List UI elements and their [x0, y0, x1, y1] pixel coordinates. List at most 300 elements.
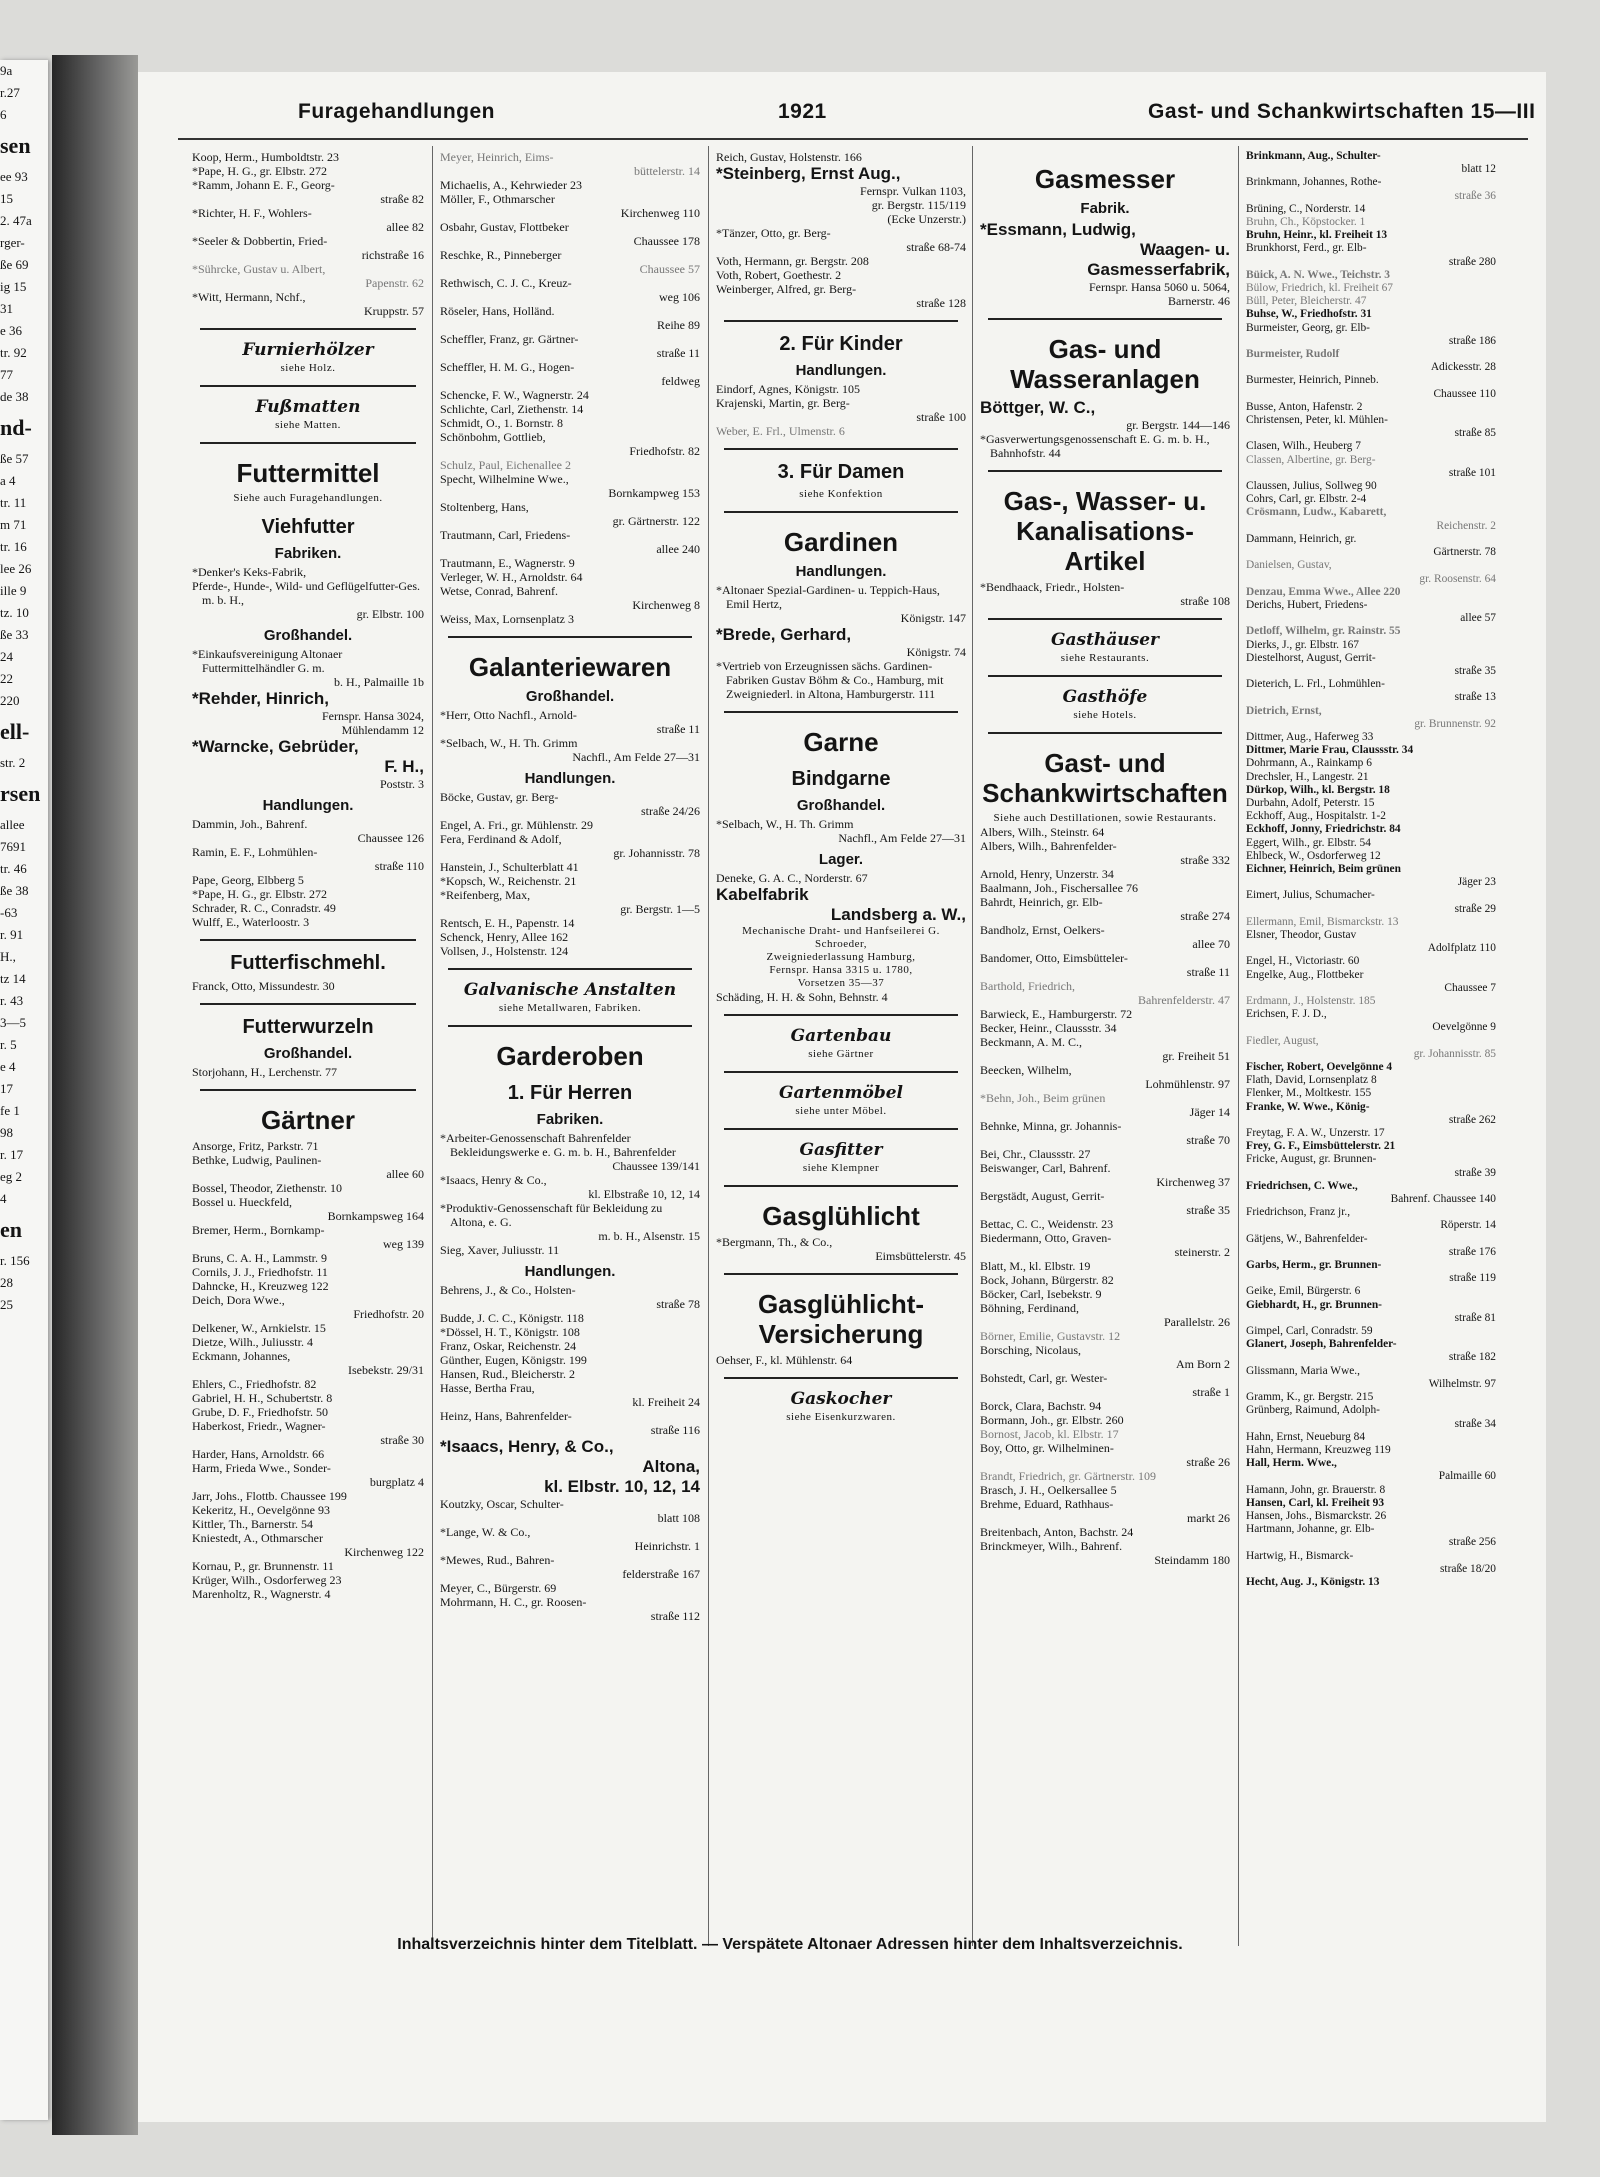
category-label: Fabriken.: [536, 1111, 604, 1128]
previous-page-fragment: ße 38: [0, 883, 29, 898]
entry-continuation: Chaussee 110: [1433, 387, 1496, 400]
entry-line: Vollsen, J., Holstenstr. 124: [440, 944, 569, 958]
entry-line: Barwieck, E., Hamburgerstr. 72: [980, 1007, 1133, 1021]
entry-line: Bossel, Theodor, Ziethenstr. 10: [192, 1181, 342, 1195]
entry-continuation: blatt 12: [1461, 163, 1496, 176]
entry-continuation: büttelerstr. 14: [634, 164, 700, 178]
entry-line: Brandt, Friedrich, gr. Gärtnerstr. 109: [980, 1469, 1156, 1483]
previous-page-fragment: 24: [0, 649, 13, 664]
section-rule: [724, 320, 958, 322]
entry-line: Burmester, Heinrich, Pinneb.: [1246, 374, 1379, 387]
previous-page-fragment: lee 26: [0, 561, 32, 576]
previous-page-fragment: 15: [0, 191, 13, 206]
entry-line: *Isaacs, Henry & Co.,: [440, 1173, 547, 1187]
entry-line: Behnke, Minna, gr. Johannis-: [980, 1119, 1122, 1133]
previous-page-fragment: a 4: [0, 473, 16, 488]
entry-continuation: Fernspr. Hansa 3024,: [322, 709, 424, 723]
category-label: Handlungen.: [524, 1263, 616, 1280]
entry-line: Budde, J. C. C., Königstr. 118: [440, 1311, 584, 1325]
entry-continuation: feldweg: [661, 374, 700, 388]
section-heading: Gärtner: [261, 1105, 355, 1135]
entry-line: Eimert, Julius, Schumacher-: [1246, 889, 1375, 902]
cross-reference: siehe Holz.: [280, 362, 336, 374]
advertisement-line: Altona,: [642, 1457, 700, 1476]
entry-continuation: Barnerstr. 46: [1168, 294, 1230, 308]
entry-line: Schäding, H. H. & Sohn, Behnstr. 4: [716, 990, 888, 1004]
advertisement-name: *Rehder, Hinrich,: [192, 689, 329, 708]
entry-line: Blatt, M., kl. Elbstr. 19: [980, 1259, 1091, 1273]
cross-reference: siehe Klempner: [802, 1162, 880, 1174]
entry-line: Dürkop, Wilh., kl. Bergstr. 18: [1246, 783, 1390, 796]
previous-page-fragment: r. 156: [0, 1253, 30, 1268]
entry-line: Frey, G. F., Eimsbüttelerstr. 21: [1246, 1140, 1396, 1153]
previous-page-fragment: tr. 16: [0, 539, 27, 554]
entry-line: Franck, Otto, Missundestr. 30: [192, 979, 335, 993]
entry-line: *Arbeiter-Genossenschaft Bahrenfelder Bekleidungswerke e. G. m. b. H., Bahrenfelder: [440, 1131, 676, 1159]
section-heading: Gas- und Wasseranlagen: [1010, 334, 1200, 394]
fraktur-heading: Galvanische Anstalten: [463, 980, 677, 1000]
subsection-heading: 2. Für Kinder: [779, 333, 903, 355]
entry-line: Eckhoff, Jonny, Friedrichstr. 84: [1246, 823, 1401, 836]
previous-page-fragment: ße 69: [0, 257, 29, 272]
entry-continuation: Kirchenweg 122: [344, 1545, 424, 1559]
entry-line: Bülow, Friedrich, kl. Freiheit 67: [1246, 282, 1394, 295]
entry-continuation: Bornkampsweg 164: [327, 1209, 424, 1223]
entry-continuation: straße 30: [380, 1433, 424, 1447]
advertisement-name: *Brede, Gerhard,: [716, 625, 852, 644]
column-5: [1246, 150, 1496, 1589]
advertisement-name: Böttger, W. C.,: [980, 398, 1096, 417]
entry-line: *Mewes, Rud., Bahren-: [440, 1553, 555, 1567]
entry-line: Engel, A. Fri., gr. Mühlenstr. 29: [440, 818, 593, 832]
entry-line: Hansen, Rud., Bleicherstr. 2: [440, 1367, 575, 1381]
previous-page-fragment: tr. 11: [0, 495, 27, 510]
entry-line: *Richter, H. F., Wohlers-: [192, 206, 312, 220]
entry-continuation: straße 101: [1448, 466, 1496, 479]
column-1: [192, 150, 424, 1601]
entry-continuation: gr. Johannisstr. 78: [613, 846, 700, 860]
entry-line: Ramin, E. F., Lohmühlen-: [192, 845, 318, 859]
subsection-heading: Futterwurzeln: [242, 1016, 374, 1038]
entry-line: *Behn, Joh., Beim grünen: [980, 1091, 1106, 1105]
fraktur-heading: Gartenmöbel: [778, 1083, 903, 1103]
entry-line: Rentsch, E. H., Papenstr. 14: [440, 916, 575, 930]
entry-continuation: gr. Elbstr. 100: [356, 607, 424, 621]
fraktur-heading: Gasthöfe: [1062, 687, 1148, 707]
entry-continuation: (Ecke Unzerstr.): [887, 212, 966, 226]
entry-line: Ehlers, C., Friedhofstr. 82: [192, 1377, 317, 1391]
entry-line: Storjohann, H., Lerchenstr. 77: [192, 1065, 337, 1079]
entry-line: Burmeister, Rudolf: [1246, 348, 1340, 361]
entry-line: Engel, H., Victoriastr. 60: [1246, 955, 1360, 968]
entry-line: Bossel u. Hueckfeld,: [192, 1195, 292, 1209]
entry-continuation: straße 36: [1454, 189, 1496, 202]
entry-continuation: Chaussee 57: [639, 262, 700, 276]
entry-line: Biedermann, Otto, Graven-: [980, 1231, 1112, 1245]
entry-line: Dieterich, L. Frl., Lohmühlen-: [1246, 678, 1385, 691]
cross-reference: siehe unter Möbel.: [795, 1105, 887, 1117]
category-label: Großhandel.: [525, 688, 615, 705]
previous-page-fragment: r. 5: [0, 1037, 17, 1052]
entry-continuation: straße 11: [656, 346, 700, 360]
entry-line: Fiedler, August,: [1246, 1034, 1319, 1047]
entry-line: *Seeler & Dobbertin, Fried-: [192, 234, 328, 248]
entry-line: Hall, Herm. Wwe.,: [1246, 1457, 1337, 1470]
previous-page-fragment: ell-: [0, 719, 30, 744]
entry-continuation: Kirchenweg 8: [632, 598, 700, 612]
section-heading: Gast- und Schankwirtschaften: [982, 748, 1228, 808]
previous-page-fragment: tr. 92: [0, 345, 27, 360]
previous-page-fragment: eg 2: [0, 1169, 23, 1184]
entry-line: Hamann, John, gr. Brauerstr. 8: [1246, 1483, 1386, 1496]
cross-reference: Mechanische Draht- und Hanfseilerei G. Schroeder,: [742, 925, 940, 950]
entry-line: Schenck, Henry, Allee 162: [440, 930, 569, 944]
section-rule: [724, 1071, 958, 1073]
entry-continuation: allee 57: [1460, 612, 1496, 625]
category-label: Handlungen.: [262, 797, 354, 814]
advertisement-line: kl. Elbstr. 10, 12, 14: [544, 1477, 700, 1496]
category-label: Großhandel.: [263, 627, 353, 644]
entry-line: Albers, Wilh., Steinstr. 64: [980, 825, 1105, 839]
previous-page-fragment: rsen: [0, 781, 41, 806]
entry-line: Krüger, Wilh., Osdorferweg 23: [192, 1573, 342, 1587]
entry-line: *Bendhaack, Friedr., Holsten-: [980, 580, 1125, 594]
page-header: [138, 100, 1546, 140]
entry-line: Sieg, Xaver, Juliusstr. 11: [440, 1243, 560, 1257]
previous-page-fragment: 22: [0, 671, 13, 686]
entry-continuation: straße 119: [1449, 1272, 1496, 1285]
entry-line: Schencke, F. W., Wagnerstr. 24: [440, 388, 589, 402]
entry-continuation: kl. Freiheit 24: [632, 1395, 700, 1409]
entry-line: Bandholz, Ernst, Oelkers-: [980, 923, 1105, 937]
previous-page-fragment: rger-: [0, 235, 25, 250]
entry-line: Eckmann, Johannes,: [192, 1349, 291, 1363]
entry-line: *Lange, W. & Co.,: [440, 1525, 531, 1539]
category-label: Fabriken.: [274, 545, 342, 562]
section-heading: Gasmesser: [1034, 164, 1176, 194]
section-rule: [724, 511, 958, 513]
section-rule: [724, 1014, 958, 1016]
previous-page-fragment: tz. 10: [0, 605, 29, 620]
entry-line: *Selbach, W., H. Th. Grimm: [440, 736, 578, 750]
entry-continuation: straße 256: [1448, 1536, 1496, 1549]
entry-line: Weinberger, Alfred, gr. Berg-: [716, 282, 857, 296]
cross-reference: siehe Metallwaren, Fabriken.: [498, 1002, 642, 1014]
entry-line: Büick, A. N. Wwe., Teichstr. 3: [1246, 268, 1390, 281]
entry-line: Oehser, F., kl. Mühlenstr. 64: [716, 1353, 853, 1367]
entry-line: Harder, Hans, Arnoldstr. 66: [192, 1447, 325, 1461]
entry-line: Kornau, P., gr. Brunnenstr. 11: [192, 1559, 334, 1573]
entry-continuation: Mühlendamm 12: [341, 723, 424, 737]
entry-line: Gramm, K., gr. Bergstr. 215: [1246, 1391, 1374, 1404]
entry-line: Koutzky, Oscar, Schulter-: [440, 1497, 564, 1511]
entry-line: Scheffler, Franz, gr. Gärtner-: [440, 332, 579, 346]
entry-continuation: Bahrenfelderstr. 47: [1138, 993, 1230, 1007]
entry-line: *Sührcke, Gustav u. Albert,: [192, 262, 326, 276]
entry-line: Cohrs, Carl, gr. Elbstr. 2-4: [1246, 493, 1367, 506]
previous-page-fragment: 28: [0, 1275, 13, 1290]
entry-continuation: gr. Johannisstr. 85: [1413, 1047, 1496, 1060]
entry-line: Hecht, Aug. J., Königstr. 13: [1246, 1575, 1380, 1588]
entry-line: Eichner, Heinrich, Beim grünen: [1246, 862, 1401, 875]
entry-line: Pape, Georg, Elbberg 5: [192, 873, 304, 887]
fraktur-heading: Gaskocher: [790, 1389, 892, 1409]
entry-line: Dietze, Wilh., Juliusstr. 4: [192, 1335, 313, 1349]
entry-continuation: felderstraße 167: [622, 1567, 700, 1581]
section-heading: Gasglühlicht: [762, 1201, 920, 1231]
previous-page-fragment: 220: [0, 693, 20, 708]
entry-line: Hahn, Ernst, Neueburg 84: [1246, 1430, 1366, 1443]
entry-line: Dietrich, Ernst,: [1246, 704, 1322, 717]
entry-line: Cornils, J. J., Friedhofstr. 11: [192, 1265, 328, 1279]
cross-reference: Zweigniederlassung Hamburg,: [766, 951, 916, 963]
entry-line: Bormann, Joh., gr. Elbstr. 260: [980, 1413, 1124, 1427]
entry-line: Trautmann, E., Wagnerstr. 9: [440, 556, 575, 570]
entry-line: Denzau, Emma Wwe., Allee 220: [1246, 585, 1401, 598]
section-rule: [988, 675, 1222, 677]
entry-continuation: markt 26: [1187, 1511, 1230, 1525]
entry-line: Fricke, August, gr. Brunnen-: [1246, 1153, 1377, 1166]
section-rule: [448, 968, 692, 970]
section-rule: [988, 318, 1222, 320]
entry-line: *Gasverwertungsgenossenschaft E. G. m. b. H., Bahnhofstr. 44: [980, 432, 1210, 460]
entry-continuation: Reichenstr. 2: [1436, 519, 1496, 532]
section-rule: [988, 618, 1222, 620]
previous-page-fragment: r. 17: [0, 1147, 24, 1162]
entry-continuation: Nachfl., Am Felde 27—31: [572, 750, 700, 764]
cross-reference: Siehe auch Destillationen, sowie Restaurants.: [993, 812, 1217, 824]
entry-line: Ehlbeck, W., Osdorferweg 12: [1246, 849, 1381, 862]
column-4: [980, 150, 1230, 1567]
advertisement-name: *Isaacs, Henry, & Co.,: [440, 1437, 614, 1456]
entry-continuation: straße 176: [1448, 1245, 1496, 1258]
entry-line: Derichs, Hubert, Friedens-: [1246, 598, 1368, 611]
entry-line: Durbahn, Adolf, Peterstr. 15: [1246, 796, 1375, 809]
entry-line: Böcke, Gustav, gr. Berg-: [440, 790, 559, 804]
entry-continuation: straße 186: [1448, 334, 1496, 347]
section-rule: [724, 711, 958, 713]
entry-continuation: weg 139: [383, 1237, 424, 1251]
entry-continuation: Wilhelmstr. 97: [1428, 1377, 1496, 1390]
cross-reference: Fernspr. Hansa 3315 u. 1780,: [769, 964, 913, 976]
entry-line: Kniestedt, A., Othmarscher: [192, 1531, 323, 1545]
section-rule: [724, 1128, 958, 1130]
fraktur-heading: Gasfitter: [799, 1140, 883, 1160]
entry-line: Osbahr, Gustav, Flottbeker: [440, 220, 569, 234]
entry-continuation: straße 35: [1454, 664, 1496, 677]
entry-continuation: straße 128: [916, 296, 966, 310]
entry-continuation: straße 26: [1186, 1455, 1230, 1469]
entry-line: Scheffler, H. M. G., Hogen-: [440, 360, 575, 374]
entry-line: Röseler, Hans, Holländ.: [440, 304, 555, 318]
category-label: Handlungen.: [795, 362, 887, 379]
section-rule: [200, 328, 416, 330]
entry-line: Kekeritz, H., Oevelgönne 93: [192, 1503, 330, 1517]
entry-line: Friedrichson, Franz jr.,: [1246, 1206, 1351, 1219]
previous-page-fragment: 3—5: [0, 1015, 26, 1030]
entry-line: Gabriel, H. H., Schubertstr. 8: [192, 1391, 333, 1405]
entry-continuation: Lohmühlenstr. 97: [1145, 1077, 1230, 1091]
entry-line: Brunkhorst, Ferd., gr. Elb-: [1246, 242, 1367, 255]
previous-page-fragment: ße 57: [0, 451, 29, 466]
entry-line: Flenker, M., Moltkestr. 155: [1246, 1087, 1372, 1100]
entry-line: Bethke, Ludwig, Paulinen-: [192, 1153, 322, 1167]
entry-line: Deneke, G. A. C., Norderstr. 67: [716, 871, 868, 885]
previous-page-fragment: 17: [0, 1081, 13, 1096]
subsection-heading: 1. Für Herren: [507, 1082, 633, 1104]
entry-continuation: b. H., Palmaille 1b: [334, 675, 424, 689]
previous-page-fragment: sen: [0, 133, 31, 158]
entry-continuation: Gärtnerstr. 78: [1433, 546, 1496, 559]
entry-line: Dittmer, Aug., Haferweg 33: [1246, 730, 1374, 743]
entry-line: Jarr, Johs., Flottb. Chaussee 199: [192, 1489, 347, 1503]
entry-continuation: burgplatz 4: [369, 1475, 424, 1489]
entry-continuation: gr. Bergstr. 115/119: [871, 198, 966, 212]
header-year: 1921: [778, 100, 827, 123]
entry-line: Freytag, F. A. W., Unzerstr. 17: [1246, 1127, 1385, 1140]
entry-line: Dahncke, H., Kreuzweg 122: [192, 1279, 329, 1293]
section-rule: [200, 442, 416, 444]
entry-line: Dohrmann, A., Rainkamp 6: [1246, 757, 1372, 770]
entry-line: Glissmann, Maria Wwe.,: [1246, 1364, 1360, 1377]
entry-line: Pferde-, Hunde-, Wild- und Geflügelfutter-Ges. m. b. H.,: [192, 579, 420, 607]
entry-line: Borck, Clara, Bachstr. 94: [980, 1399, 1102, 1413]
entry-line: Bruhn, Ch., Köpstocker. 1: [1246, 216, 1366, 229]
previous-page-fragment: str. 2: [0, 755, 26, 770]
cross-reference: siehe Restaurants.: [1060, 652, 1150, 664]
previous-page-fragment: de 38: [0, 389, 29, 404]
entry-continuation: Isebekstr. 29/31: [348, 1363, 424, 1377]
entry-line: Specht, Wilhelmine Wwe.,: [440, 472, 569, 486]
entry-line: Behrens, J., & Co., Holsten-: [440, 1283, 576, 1297]
header-left: Furagehandlungen: [298, 100, 495, 123]
previous-page-fragment: tr. 46: [0, 861, 27, 876]
entry-line: Bock, Johann, Bürgerstr. 82: [980, 1273, 1114, 1287]
entry-continuation: straße 1: [1192, 1385, 1230, 1399]
entry-line: Meyer, C., Bürgerstr. 69: [440, 1581, 557, 1595]
entry-line: Wulff, E., Waterloostr. 3: [192, 915, 310, 929]
entry-continuation: blatt 108: [657, 1511, 700, 1525]
entry-continuation: Königstr. 74: [906, 645, 966, 659]
entry-continuation: straße 112: [650, 1609, 700, 1623]
entry-continuation: Kirchenweg 110: [620, 206, 700, 220]
previous-page-fragment: 2. 47a: [0, 213, 32, 228]
entry-line: *Pape, H. G., gr. Elbstr. 272: [192, 887, 327, 901]
entry-line: Hansen, Johs., Bismarckstr. 26: [1246, 1509, 1387, 1522]
entry-line: Brinkmann, Aug., Schulter-: [1246, 150, 1381, 162]
advertisement-line: F. H.,: [384, 757, 424, 776]
entry-continuation: allee 70: [1192, 937, 1230, 951]
advertisement-name: *Steinberg, Ernst Aug.,: [716, 164, 901, 183]
entry-line: Weber, E. Frl., Ulmenstr. 6: [716, 424, 845, 438]
entry-line: Koop, Herm., Humboldtstr. 23: [192, 150, 339, 164]
entry-continuation: straße 262: [1448, 1113, 1496, 1126]
advertisement-line: Waagen- u.: [1139, 240, 1230, 259]
entry-continuation: straße 29: [1454, 902, 1496, 915]
entry-line: Boy, Otto, gr. Wilhelminen-: [980, 1441, 1114, 1455]
previous-page-fragment: tz 14: [0, 971, 26, 986]
cross-reference: siehe Eisenkurzwaren.: [786, 1411, 896, 1423]
section-heading: Gasglühlicht-Versicherung: [757, 1289, 925, 1349]
entry-continuation: straße 280: [1448, 255, 1496, 268]
previous-page-fragment: 7691: [0, 839, 26, 854]
entry-continuation: straße 34: [1454, 1417, 1496, 1430]
cross-reference: siehe Gärtner: [808, 1048, 874, 1060]
entry-line: Stoltenberg, Hans,: [440, 500, 529, 514]
entry-line: Brinckmeyer, Wilh., Bahrenf.: [980, 1539, 1123, 1553]
entry-continuation: Eimsbüttelerstr. 45: [875, 1249, 966, 1263]
advertisement-name: *Essmann, Ludwig,: [980, 220, 1136, 239]
entry-continuation: Palmaille 60: [1438, 1470, 1496, 1483]
entry-continuation: straße 110: [374, 859, 424, 873]
entry-continuation: straße 108: [1180, 594, 1230, 608]
entry-line: Verleger, W. H., Arnoldstr. 64: [440, 570, 583, 584]
category-label: Großhandel.: [796, 797, 886, 814]
header-rule: [178, 138, 1528, 140]
section-rule: [200, 939, 416, 941]
previous-page-edge: [0, 60, 48, 2120]
column-divider: [1238, 146, 1239, 1946]
previous-page-fragment: ße 33: [0, 627, 29, 642]
entry-line: Meyer, Heinrich, Eims-: [440, 150, 554, 164]
entry-line: Schrader, R. C., Conradstr. 49: [192, 901, 336, 915]
entry-line: Schlichte, Carl, Ziethenstr. 14: [440, 402, 584, 416]
advertisement-name: *Warncke, Gebrüder,: [192, 737, 359, 756]
cross-reference: siehe Hotels.: [1073, 709, 1137, 721]
previous-page-fragment: fe 1: [0, 1103, 20, 1118]
entry-line: Schmidt, O., 1. Bornstr. 8: [440, 416, 564, 430]
entry-line: Bergstädt, August, Gerrit-: [980, 1189, 1105, 1203]
previous-page-fragment: ille 9: [0, 583, 27, 598]
cross-reference: siehe Konfektion: [799, 488, 883, 500]
entry-line: Hasse, Bertha Frau,: [440, 1381, 535, 1395]
entry-line: Schönbohm, Gottlieb,: [440, 430, 546, 444]
advertisement-name: Kabelfabrik: [716, 885, 809, 904]
section-rule: [724, 1377, 958, 1379]
entry-line: Beiswanger, Carl, Bahrenf.: [980, 1161, 1111, 1175]
entry-line: Möller, F., Othmarscher: [440, 192, 555, 206]
entry-continuation: straße 182: [1448, 1351, 1496, 1364]
entry-line: Detloff, Wilhelm, gr. Rainstr. 55: [1246, 625, 1401, 638]
column-divider: [432, 146, 433, 1946]
category-label: Handlungen.: [524, 770, 616, 787]
entry-continuation: allee 82: [386, 220, 424, 234]
previous-page-fragment: 98: [0, 1125, 13, 1140]
entry-continuation: straße 82: [380, 192, 424, 206]
entry-line: *Dössel, H. T., Königstr. 108: [440, 1325, 580, 1339]
entry-line: Fischer, Robert, Oevelgönne 4: [1246, 1061, 1393, 1074]
entry-line: Brinkmann, Johannes, Rothe-: [1246, 176, 1382, 189]
entry-line: Bruns, C. A. H., Lammstr. 9: [192, 1251, 328, 1265]
entry-line: *Selbach, W., H. Th. Grimm: [716, 817, 854, 831]
entry-line: Gätjens, W., Bahrenfelder-: [1246, 1232, 1368, 1245]
entry-line: Haberkost, Friedr., Wagner-: [192, 1419, 326, 1433]
section-rule: [724, 1185, 958, 1187]
entry-line: Kittler, Th., Barnerstr. 54: [192, 1517, 313, 1531]
entry-line: Hartwig, H., Bismarck-: [1246, 1549, 1354, 1562]
fraktur-heading: Fußmatten: [255, 397, 361, 417]
cross-reference: siehe Matten.: [275, 419, 341, 431]
previous-page-fragment: ee 93: [0, 169, 28, 184]
entry-line: Friedrichsen, C. Wwe.,: [1246, 1179, 1358, 1192]
entry-continuation: kl. Elbstraße 10, 12, 14: [588, 1187, 700, 1201]
entry-continuation: straße 13: [1454, 691, 1496, 704]
entry-line: Hahn, Hermann, Kreuzweg 119: [1246, 1443, 1391, 1456]
subsection-heading: 3. Für Damen: [777, 461, 905, 483]
entry-line: Harm, Frieda Wwe., Sonder-: [192, 1461, 331, 1475]
entry-continuation: Am Born 2: [1176, 1357, 1230, 1371]
entry-continuation: Bornkampweg 153: [608, 486, 700, 500]
